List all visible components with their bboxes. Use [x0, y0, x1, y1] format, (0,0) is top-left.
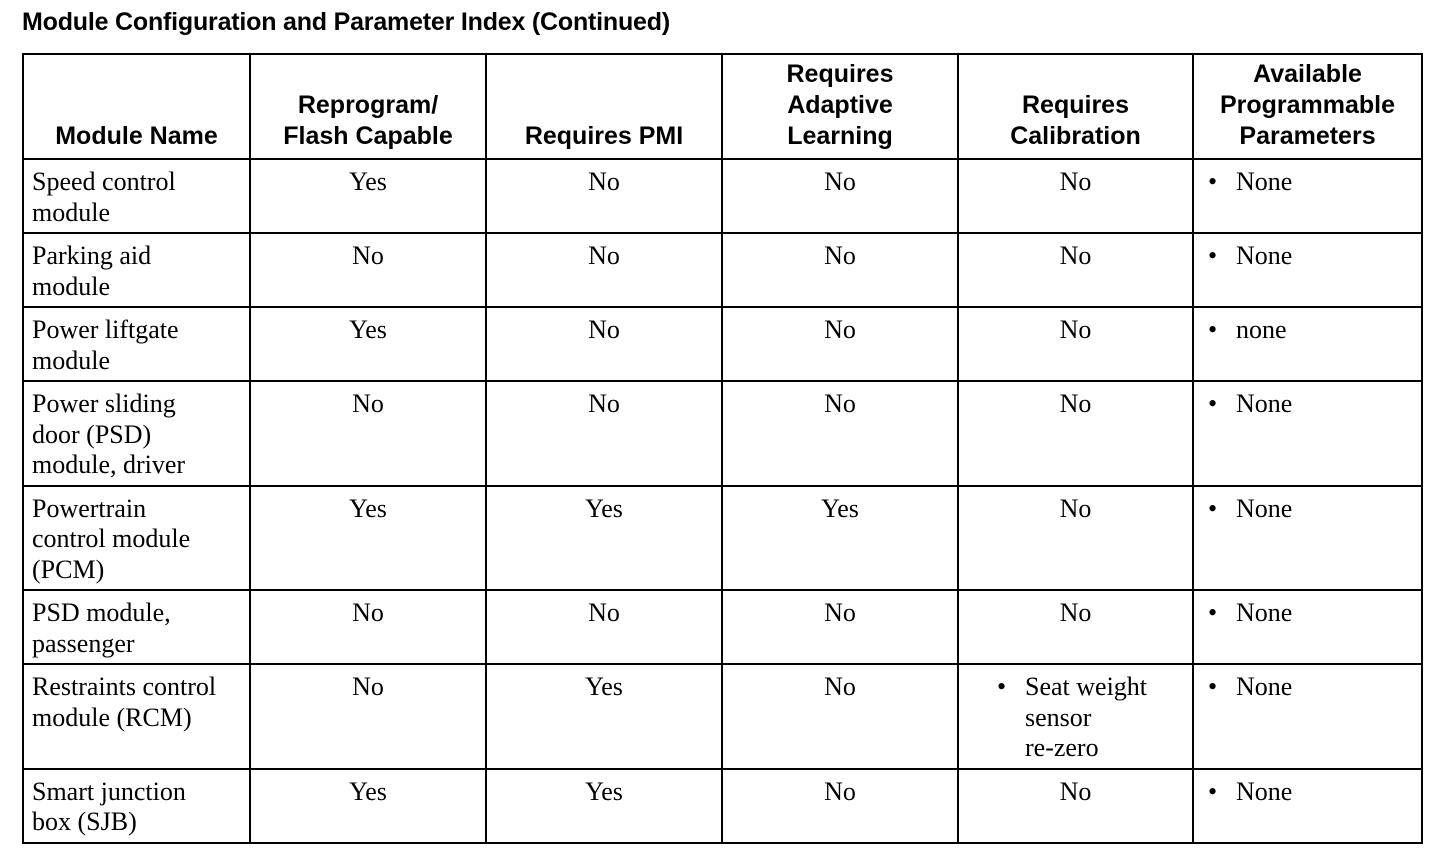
parameter-value: None	[1236, 493, 1293, 523]
header-line: Programmable	[1219, 91, 1396, 119]
list-item	[1206, 777, 1413, 808]
cell-requires-adaptive-learning: No	[722, 664, 958, 769]
header-line: Reprogram/	[297, 91, 439, 119]
cell-available-programmable-parameters	[1193, 769, 1422, 843]
module-name-line: door (PSD)	[32, 419, 152, 449]
cell-available-programmable-parameters	[1193, 486, 1422, 591]
header-line: Adaptive	[787, 91, 893, 119]
bullet-icon: •	[997, 672, 1007, 701]
table-row	[23, 664, 1422, 769]
module-name-line: Restraints control	[32, 672, 217, 701]
cell-requires-adaptive-learning: No	[722, 381, 958, 486]
table-row	[23, 233, 1422, 307]
cell-module-name	[23, 486, 250, 591]
cell-available-programmable-parameters	[1193, 664, 1422, 769]
cell-requires-adaptive-learning: No	[722, 159, 958, 233]
parameter-value: None	[1236, 241, 1293, 270]
calibration-line: re-zero	[1025, 733, 1099, 762]
cell-requires-adaptive-learning: Yes	[722, 486, 958, 591]
cell-requires-calibration	[958, 159, 1193, 233]
parameters-list	[1202, 672, 1413, 703]
header-line: Available	[1253, 60, 1362, 88]
parameters-list	[1202, 167, 1413, 198]
table-row	[23, 486, 1422, 591]
table-row	[23, 769, 1422, 843]
module-name-line: Powertrain	[32, 493, 147, 523]
module-parameter-table	[22, 53, 1423, 844]
parameters-list	[1202, 777, 1413, 808]
parameter-value: None	[1236, 598, 1293, 627]
page-title: Module Configuration and Parameter Index (Continued)	[22, 8, 670, 36]
bullet-icon: •	[1208, 241, 1218, 270]
header-line: Module Name	[55, 122, 218, 150]
cell-requires-pmi: No	[486, 159, 722, 233]
calibration-value: No	[1059, 493, 1092, 523]
cell-requires-pmi: No	[486, 307, 722, 381]
calibration-value: No	[1059, 315, 1092, 344]
calibration-value: No	[1059, 598, 1092, 627]
cell-requires-calibration	[958, 381, 1193, 486]
cell-available-programmable-parameters	[1193, 381, 1422, 486]
header-line: Flash Capable	[283, 122, 453, 150]
module-name-line: Power liftgate	[32, 315, 179, 344]
calibration-line: sensor	[1025, 702, 1092, 732]
table-row	[23, 159, 1422, 233]
cell-reprogram-flash-capable: Yes	[250, 159, 486, 233]
calibration-value: No	[1059, 776, 1092, 806]
table-row	[23, 307, 1422, 381]
cell-requires-pmi: No	[486, 381, 722, 486]
module-name-line: (PCM)	[32, 554, 105, 584]
table-header	[23, 54, 1422, 159]
list-item	[1206, 389, 1413, 420]
cell-available-programmable-parameters	[1193, 307, 1422, 381]
cell-reprogram-flash-capable: Yes	[250, 486, 486, 591]
bullet-icon: •	[1208, 598, 1218, 627]
header-line: Learning	[787, 122, 893, 150]
cell-requires-adaptive-learning: No	[722, 769, 958, 843]
module-name-line: module	[32, 271, 110, 301]
cell-reprogram-flash-capable: No	[250, 381, 486, 486]
list-item	[1206, 167, 1413, 198]
cell-requires-calibration	[958, 664, 1193, 769]
header-row	[23, 54, 1422, 159]
list-item	[995, 672, 1184, 764]
column-header-module-name	[23, 54, 250, 159]
calibration-value: No	[1059, 389, 1092, 418]
cell-module-name	[23, 664, 250, 769]
cell-module-name	[23, 307, 250, 381]
module-name-line: module, driver	[32, 450, 186, 479]
bullet-icon: •	[1208, 389, 1218, 418]
list-item	[1206, 241, 1413, 272]
cell-requires-pmi: No	[486, 590, 722, 664]
table-row	[23, 381, 1422, 486]
cell-requires-pmi: No	[486, 233, 722, 307]
bullet-icon: •	[1208, 672, 1218, 701]
calibration-value: No	[1059, 167, 1092, 196]
module-name-line: box (SJB)	[32, 807, 137, 836]
table-row	[23, 590, 1422, 664]
module-name-line: Smart junction	[32, 776, 186, 806]
calibration-value: No	[1059, 241, 1092, 270]
table-body	[23, 159, 1422, 843]
calibration-line: Seat weight	[1025, 672, 1148, 701]
calibration-list	[967, 672, 1184, 764]
module-name-line: module	[32, 345, 110, 375]
cell-module-name	[23, 159, 250, 233]
cell-requires-calibration	[958, 233, 1193, 307]
list-item	[1206, 672, 1413, 703]
header-line: Parameters	[1239, 122, 1376, 150]
cell-requires-calibration	[958, 307, 1193, 381]
cell-requires-calibration	[958, 486, 1193, 591]
parameter-value: none	[1236, 315, 1287, 344]
cell-available-programmable-parameters	[1193, 233, 1422, 307]
cell-module-name	[23, 590, 250, 664]
header-line: Requires PMI	[524, 122, 684, 150]
parameters-list	[1202, 494, 1413, 525]
module-name-line: PSD module,	[32, 598, 171, 627]
parameters-list	[1202, 389, 1413, 420]
list-item	[1206, 315, 1413, 346]
column-header-requires-pmi	[486, 54, 722, 159]
header-line: Requires	[786, 60, 894, 88]
column-header-requires-calibration	[958, 54, 1193, 159]
module-name-line: module (RCM)	[32, 702, 192, 732]
list-item	[1206, 598, 1413, 629]
cell-available-programmable-parameters	[1193, 590, 1422, 664]
cell-available-programmable-parameters	[1193, 159, 1422, 233]
module-name-line: Speed control	[32, 167, 176, 196]
bullet-icon: •	[1208, 493, 1218, 523]
cell-requires-pmi: Yes	[486, 769, 722, 843]
parameter-value: None	[1236, 672, 1293, 701]
module-name-line: control module	[32, 524, 191, 553]
cell-requires-adaptive-learning: No	[722, 590, 958, 664]
module-name-line: passenger	[32, 628, 135, 658]
module-name-line: Parking aid	[32, 241, 152, 270]
module-name-line: module	[32, 197, 110, 227]
cell-reprogram-flash-capable: No	[250, 664, 486, 769]
list-item	[1206, 494, 1413, 525]
column-header-requires-adaptive-learning	[722, 54, 958, 159]
parameter-value: None	[1236, 167, 1293, 196]
bullet-icon: •	[1208, 167, 1218, 196]
cell-requires-pmi: Yes	[486, 664, 722, 769]
cell-requires-adaptive-learning: No	[722, 307, 958, 381]
bullet-icon: •	[1208, 315, 1218, 344]
bullet-icon: •	[1208, 776, 1218, 806]
cell-requires-calibration	[958, 590, 1193, 664]
column-header-reprogram-flash-capable	[250, 54, 486, 159]
cell-requires-calibration	[958, 769, 1193, 843]
cell-module-name	[23, 769, 250, 843]
cell-requires-pmi: Yes	[486, 486, 722, 591]
cell-reprogram-flash-capable: Yes	[250, 307, 486, 381]
cell-module-name	[23, 381, 250, 486]
header-line: Calibration	[1010, 122, 1141, 150]
cell-requires-adaptive-learning: No	[722, 233, 958, 307]
column-header-available-programmable-parameters	[1193, 54, 1422, 159]
parameters-list	[1202, 598, 1413, 629]
parameters-list	[1202, 315, 1413, 346]
cell-reprogram-flash-capable: Yes	[250, 769, 486, 843]
parameter-value: None	[1236, 389, 1293, 418]
module-name-line: Power sliding	[32, 389, 176, 418]
cell-reprogram-flash-capable: No	[250, 233, 486, 307]
cell-module-name	[23, 233, 250, 307]
parameters-list	[1202, 241, 1413, 272]
cell-reprogram-flash-capable: No	[250, 590, 486, 664]
header-line: Requires	[1022, 91, 1129, 119]
parameter-value: None	[1236, 776, 1293, 806]
